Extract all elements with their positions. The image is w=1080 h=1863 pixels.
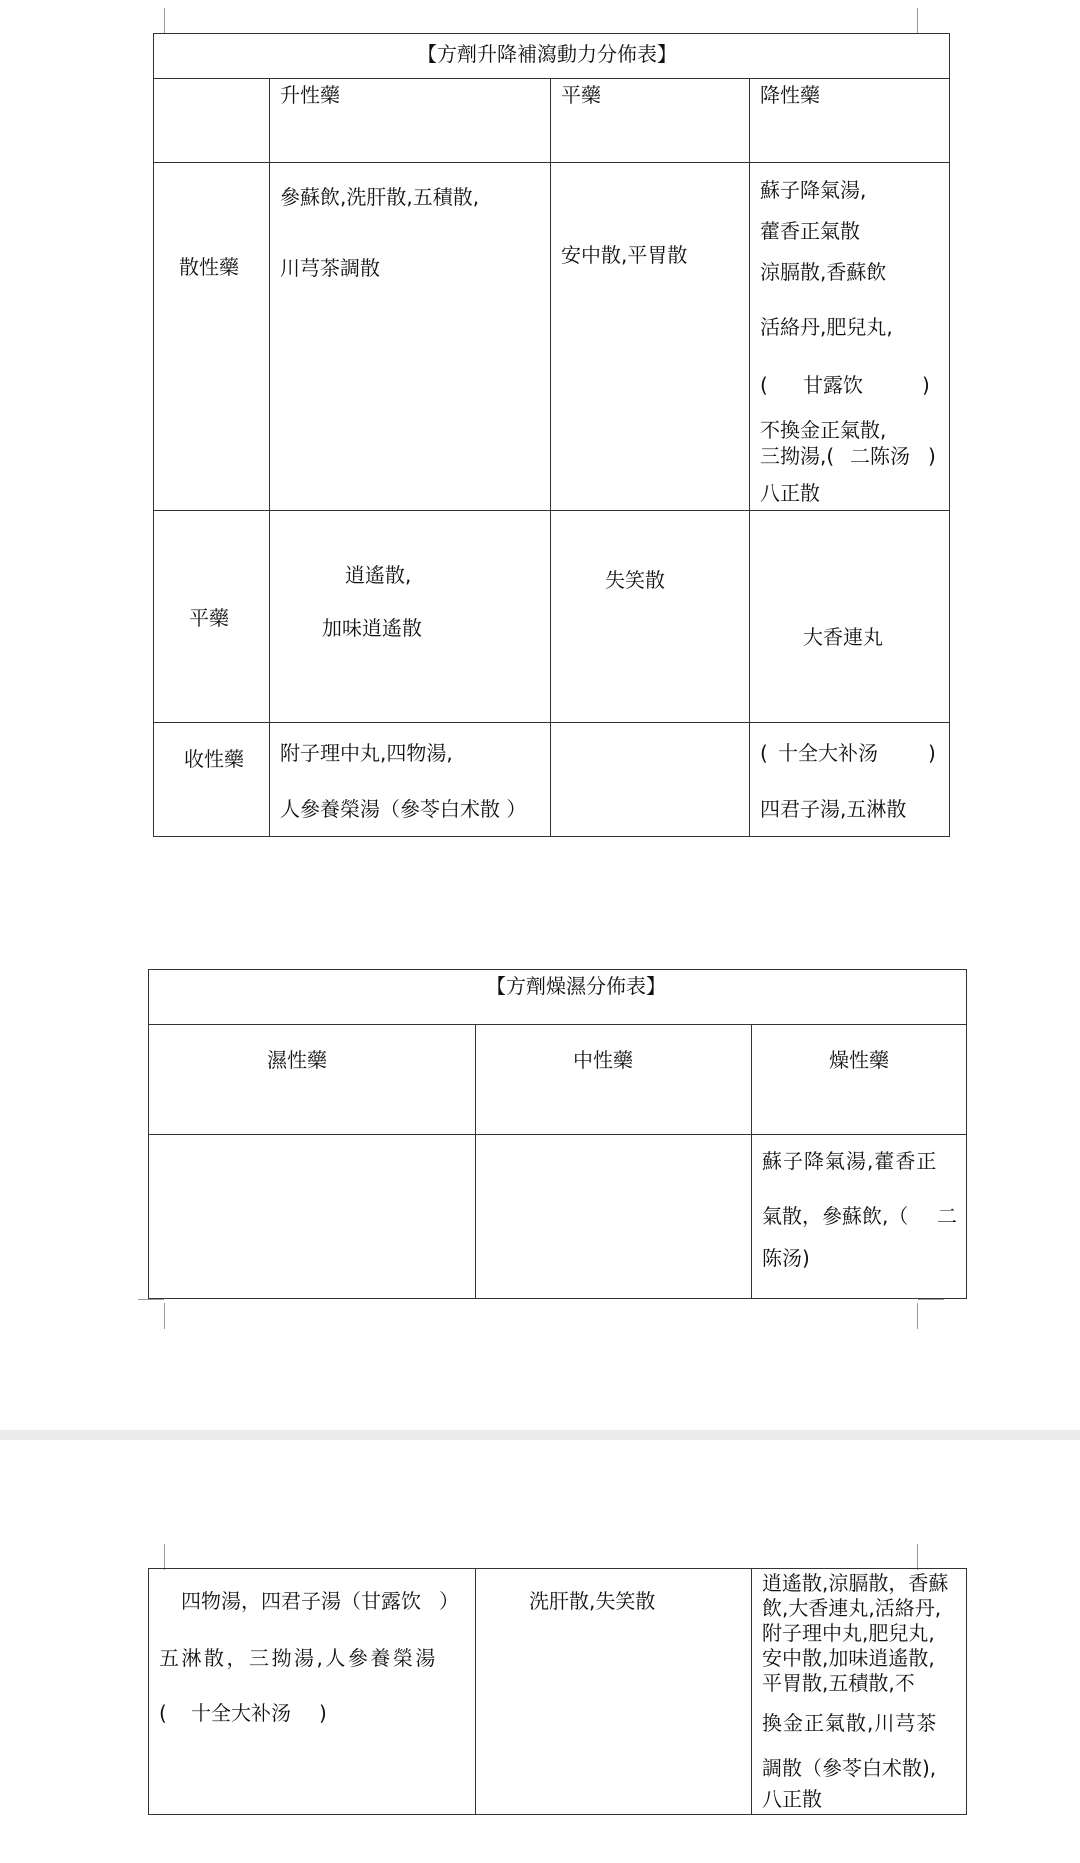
cell-text: 二 <box>937 1204 957 1228</box>
row-label-neutral: 平藥 <box>189 606 229 630</box>
table-cell <box>149 1569 476 1815</box>
cell-text: ) <box>928 741 936 765</box>
column-header-lifting: 升性藥 <box>280 83 340 107</box>
table-cell <box>270 163 551 511</box>
table-cell <box>551 723 750 837</box>
crop-mark <box>138 1299 164 1300</box>
crop-mark <box>917 8 918 34</box>
table-title: 【方劑燥濕分佈表】 <box>486 974 666 998</box>
cell-text: 調散（參苓白术散), <box>762 1756 937 1780</box>
cell-text: 三拗湯,( <box>760 444 835 468</box>
cell-text: 氣散，參蘇飲,（ <box>762 1204 909 1228</box>
table-cell <box>149 1135 476 1299</box>
cell-text: ( <box>760 741 768 765</box>
cell-text: ) <box>922 373 930 397</box>
header-cell <box>149 1025 476 1135</box>
cell-text: 蘇子降氣湯,藿香正 <box>762 1149 938 1173</box>
page-separator <box>0 1430 1080 1440</box>
cell-text: ( <box>760 373 768 397</box>
cell-text: ) <box>928 444 936 468</box>
table-dry-damp-distribution <box>148 969 967 1299</box>
crop-mark <box>164 1303 165 1329</box>
row-label-dispersing: 散性藥 <box>179 255 239 279</box>
cell-text: 十全大补汤 <box>191 1701 291 1725</box>
cell-text: 加味逍遙散 <box>322 616 422 640</box>
cell-text: 大香連丸 <box>803 625 883 649</box>
cell-text: ( <box>159 1701 167 1725</box>
cell-text: 川芎茶調散 <box>280 256 380 280</box>
crop-mark <box>917 1303 918 1329</box>
cell-text: 附子理中丸,肥兒丸, <box>762 1621 935 1645</box>
crop-mark <box>164 8 165 34</box>
table-cell <box>551 511 750 723</box>
cell-text: 陈汤) <box>762 1246 810 1270</box>
table-cell <box>270 723 551 837</box>
cell-text: 藿香正氣散 <box>760 219 860 243</box>
cell-text: 四物湯，四君子湯（甘露饮 <box>181 1589 421 1613</box>
cell-text: 平胃散,五積散,不 <box>762 1671 915 1695</box>
row-label-astringent: 收性藥 <box>184 747 244 771</box>
cell-text: 不換金正氣散, <box>760 418 887 442</box>
column-header-descending: 降性藥 <box>760 83 820 107</box>
cell-text: 蘇子降氣湯, <box>760 178 867 202</box>
table-cell <box>750 163 950 511</box>
crop-mark <box>164 1544 165 1570</box>
cell-text: ) <box>319 1701 327 1725</box>
cell-text: 二陈汤 <box>850 444 910 468</box>
document-page-2 <box>0 1440 1080 1863</box>
table-cell <box>270 511 551 723</box>
cell-text: ） <box>439 1589 459 1613</box>
header-cell <box>752 1025 967 1135</box>
cell-text: 十全大补汤 <box>778 741 878 765</box>
row-label-cell <box>154 723 270 837</box>
row-label-cell <box>154 511 270 723</box>
cell-text: 甘露饮 <box>803 373 863 397</box>
table-title-cell <box>149 970 967 1025</box>
column-header-middle: 中性藥 <box>573 1048 633 1072</box>
column-header-damp: 濕性藥 <box>267 1048 327 1072</box>
cell-text: 安中散,平胃散 <box>561 243 688 267</box>
crop-mark <box>918 1299 944 1300</box>
header-cell <box>270 79 551 163</box>
cell-text: 飲,大香連丸,活絡丹, <box>762 1596 942 1620</box>
column-header-neutral: 平藥 <box>561 83 601 107</box>
cell-text: 安中散,加味逍遙散, <box>762 1646 935 1670</box>
cell-text: 換金正氣散,川芎茶 <box>762 1711 938 1735</box>
header-cell <box>750 79 950 163</box>
header-cell <box>476 1025 752 1135</box>
cell-text: 涼膈散,香蘇飲 <box>760 260 887 284</box>
cell-text: 逍遙散,涼膈散，香蘇 <box>762 1571 949 1595</box>
header-corner-cell <box>154 79 270 163</box>
table-cell <box>752 1135 967 1299</box>
cell-text: 參蘇飲,洗肝散,五積散, <box>280 185 480 209</box>
header-cell <box>551 79 750 163</box>
cell-text: 逍遙散, <box>345 563 412 587</box>
crop-mark <box>917 1544 918 1570</box>
row-label-cell <box>154 163 270 511</box>
column-header-dry: 燥性藥 <box>829 1048 889 1072</box>
table-cell <box>750 723 950 837</box>
cell-text: 四君子湯,五淋散 <box>760 797 907 821</box>
table-dry-damp-continued <box>148 1568 967 1815</box>
cell-text: 洗肝散,失笑散 <box>529 1589 656 1613</box>
cell-text: 五淋散，三拗湯,人參養榮湯 <box>159 1646 438 1670</box>
cell-text: 附子理中丸,四物湯, <box>280 741 453 765</box>
table-cell <box>750 511 950 723</box>
table-lift-descend-distribution <box>153 33 950 837</box>
cell-text: 人參養榮湯（參苓白术散 ） <box>280 797 527 821</box>
table-cell <box>476 1569 752 1815</box>
table-cell <box>476 1135 752 1299</box>
cell-text: 活絡丹,肥兒丸, <box>760 315 893 339</box>
table-cell <box>551 163 750 511</box>
cell-text: 八正散 <box>760 481 820 505</box>
cell-text: 失笑散 <box>605 568 665 592</box>
table-title-cell <box>154 34 950 79</box>
table-cell <box>752 1569 967 1815</box>
table-title: 【方劑升降補瀉動力分佈表】 <box>417 42 677 66</box>
cell-text: 八正散 <box>762 1787 822 1811</box>
